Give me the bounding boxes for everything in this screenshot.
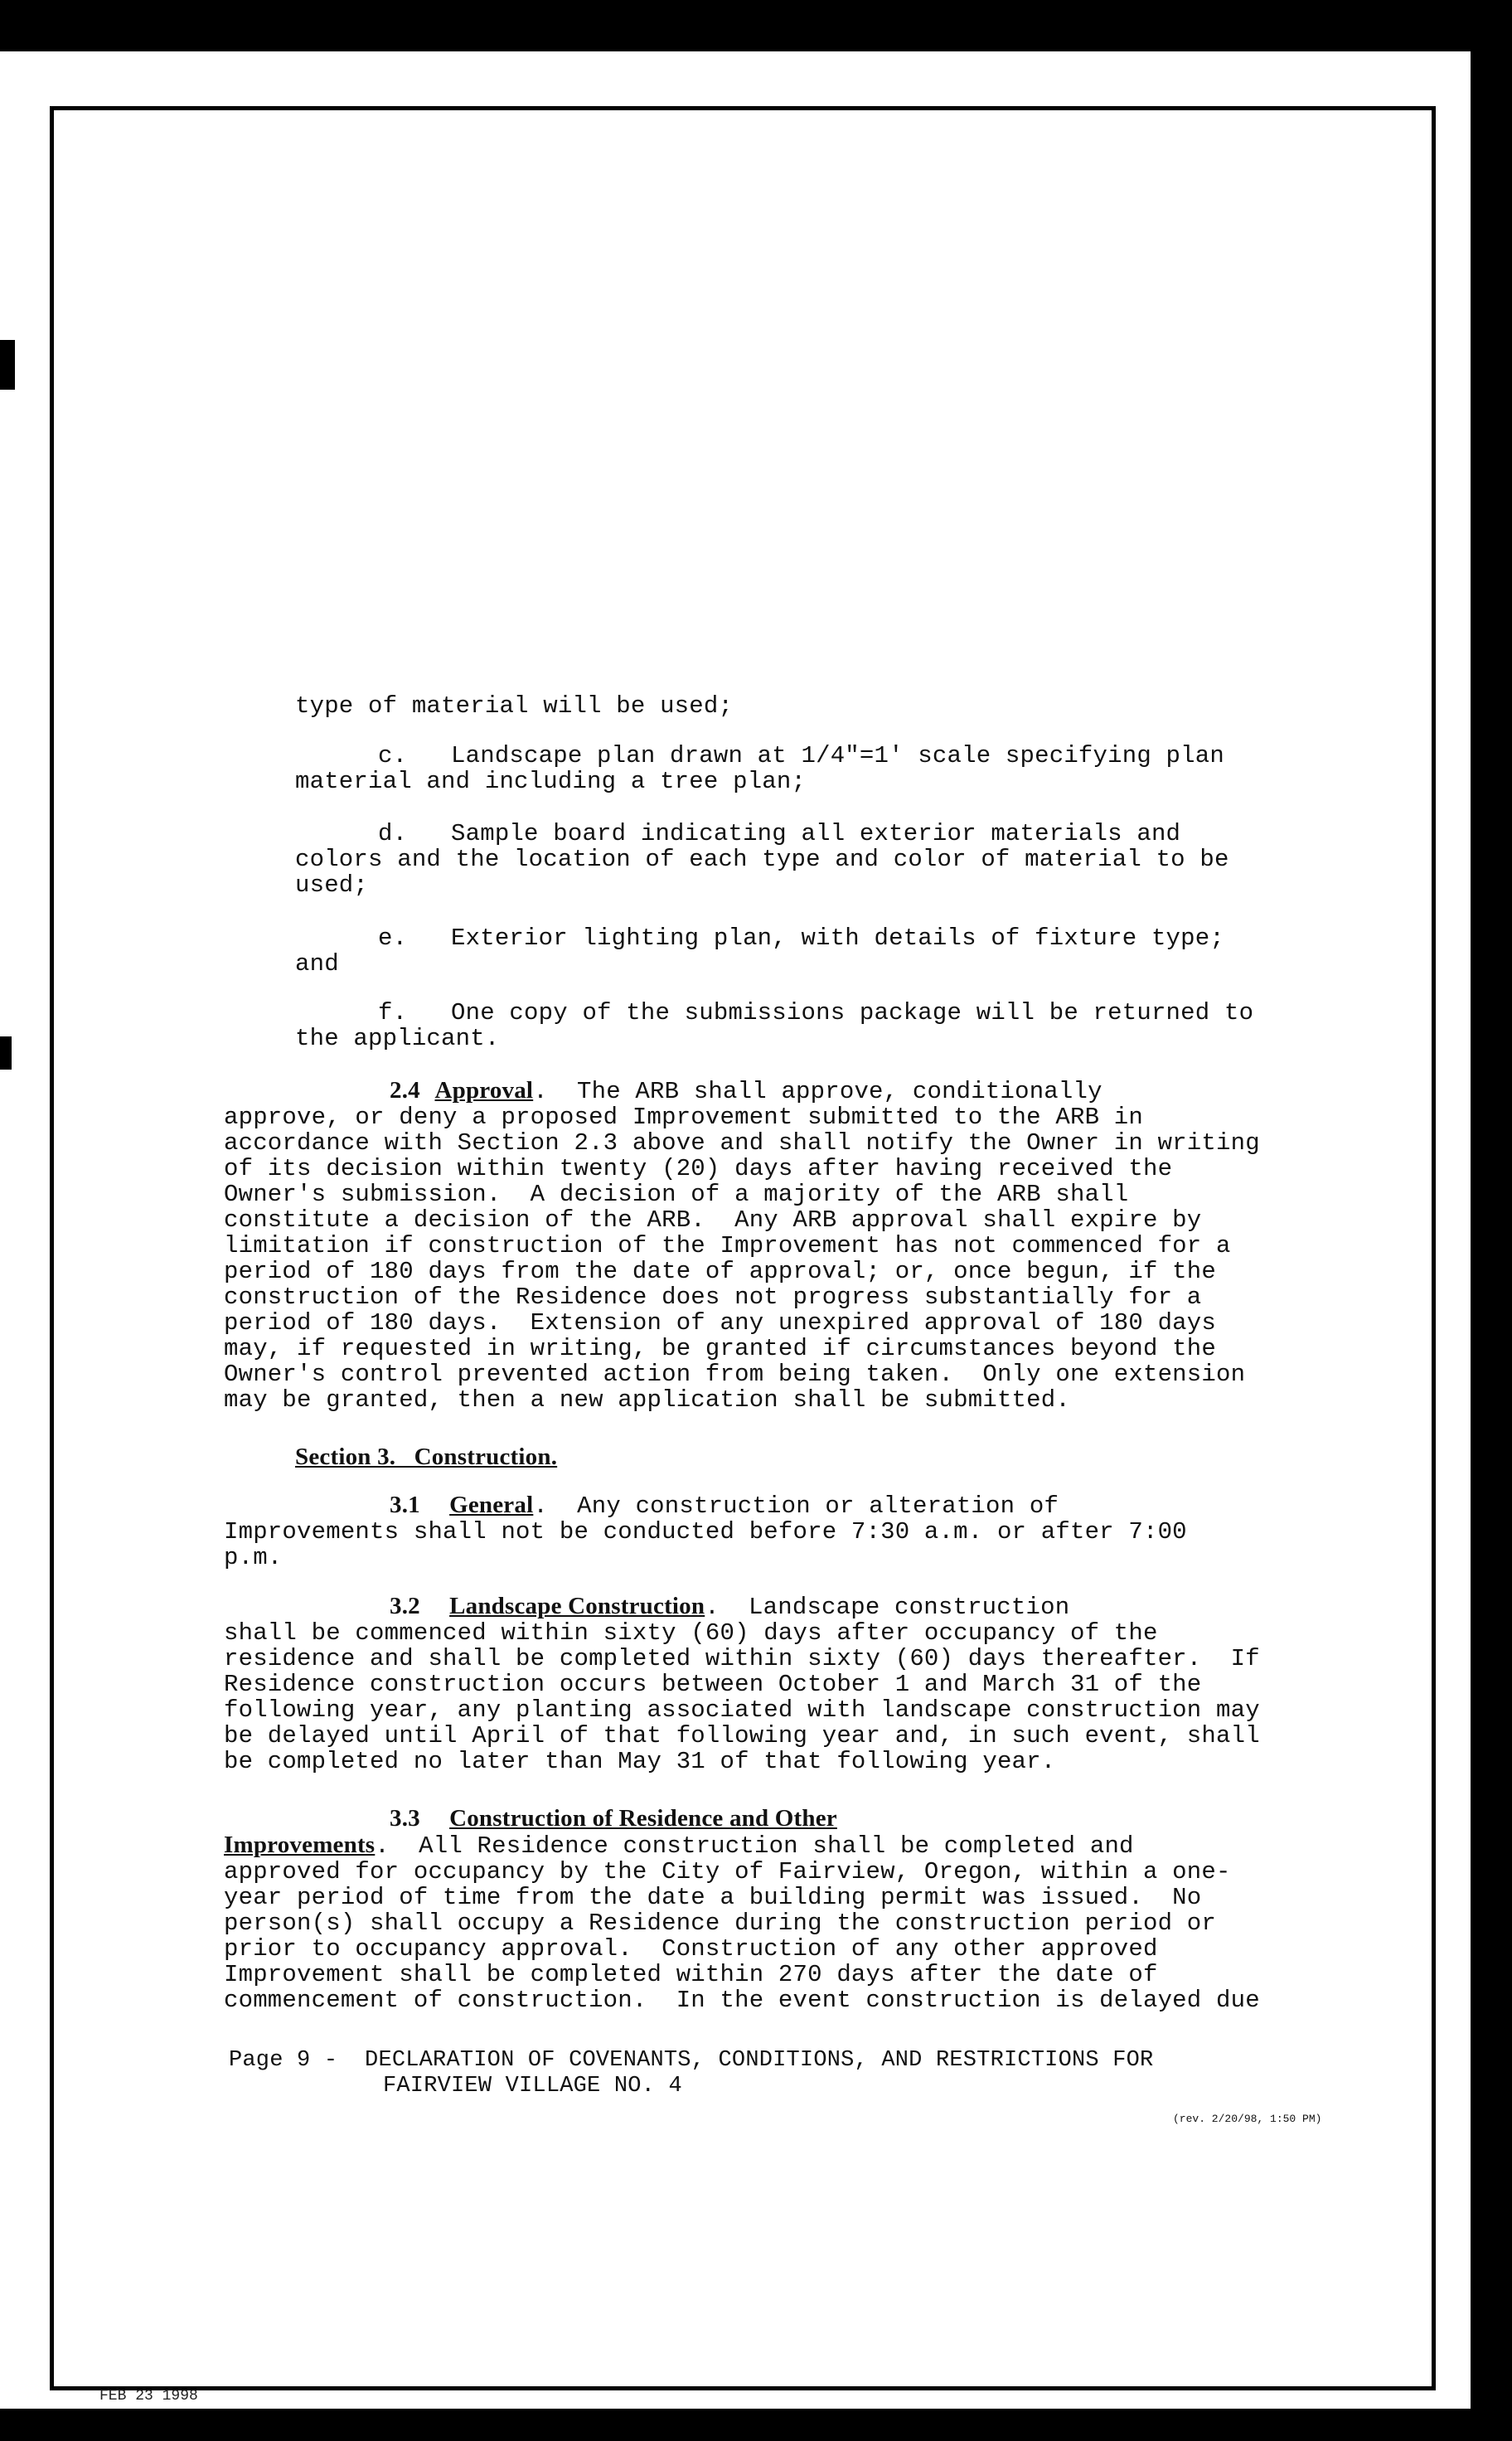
section-number: 2.4 — [390, 1077, 420, 1104]
list-item-d: d. Sample board indicating all exterior materials and colors and the location of each type and color of material to be used; — [295, 820, 1229, 899]
list-item-e: e. Exterior lighting plan, with details of fixture type; and — [295, 924, 1224, 978]
list-item-f: f. One copy of the submissions package will be returned to the applicant. — [295, 999, 1254, 1052]
footer-title: DECLARATION OF COVENANTS, CONDITIONS, AND RESTRICTIONS FOR — [365, 2048, 1154, 2073]
section-number: 3.3 — [390, 1805, 420, 1832]
scan-edge-top — [0, 0, 1512, 51]
section-3-3: 3.3 Construction of Residence and Other Improvements. All Residence construction shall be completed and approved for occupancy by the City of Fairview, Oregon, within a one- year period of time from the date a building permit was issued. No person(s) shall occupy a Residence during the construction period or prior to occupancy approval. Construction of any other approved Improvement shall be completed within 270 days after the date of commencement of construction. In the event construction is delayed due — [224, 1805, 1260, 2014]
page-label: Page 9 - — [229, 2048, 338, 2073]
footer-title-cont: FAIRVIEW VILLAGE NO. 4 — [383, 2074, 682, 2099]
page-footer — [229, 2048, 1153, 2099]
scan-edge-mark — [0, 1036, 12, 1070]
paragraph-type-material: type of material will be used; — [295, 692, 734, 720]
section-heading-cont: Improvements — [224, 1832, 376, 1858]
section-heading: Approval — [434, 1077, 534, 1104]
section-3-1: 3.1 General. Any construction or alteration of Improvements shall not be conducted before 7:30 a.m. or after 7:00 p.m. — [224, 1492, 1187, 1571]
section-3-2: 3.2 Landscape Construction. Landscape construction shall be commenced within sixty (60) days after occupancy of the residence and shall be completed within sixty (60) days thereafter. If Residence construction occurs between October 1 and March 31 of the following year, any planting associated with landscape construction may be delayed until April of that following year and, in such event, shall be completed no later than May 31 of that following year. — [224, 1593, 1260, 1775]
scan-edge-mark — [0, 340, 15, 390]
section-heading: Landscape Construction — [449, 1593, 705, 1619]
section-2-4: 2.4 Approval. The ARB shall approve, conditionally approve, or deny a proposed Improvement submitted to the ARB in accordance with Section 2.3 above and shall notify the Owner in writing of its decision within twenty (20) days after having received the Owner's submission. A decision of a majority of the ARB shall constitute a decision of the ARB. Any ARB approval shall expire by limitation if construction of the Improvement has not commenced for a period of 180 days from the date of approval; or, once begun, if the construction of the Residence does not progress substantially for a period of 180 days. Extension of any unexpired approval of 180 days may, if requested in writing, be granted if circumstances beyond the Owner's control prevented action from being taken. Only one extension may be granted, then a new application shall be submitted. — [224, 1077, 1260, 1414]
date-stamp: FEB 23 1998 — [99, 2388, 198, 2405]
list-item-c: c. Landscape plan drawn at 1/4"=1' scale specifying plan material and including a tree plan; — [295, 742, 1224, 795]
section-heading: Construction of Residence and Other — [449, 1805, 837, 1832]
section-number: 3.2 — [390, 1593, 420, 1619]
section-heading: General — [449, 1492, 534, 1518]
revision-note: (rev. 2/20/98, 1:50 PM) — [1173, 2113, 1322, 2125]
section-3-heading: Section 3. Construction. — [295, 1444, 558, 1470]
scan-edge-bottom — [0, 2409, 1512, 2441]
scan-edge-right — [1471, 0, 1512, 2441]
section-number: 3.1 — [390, 1492, 420, 1518]
